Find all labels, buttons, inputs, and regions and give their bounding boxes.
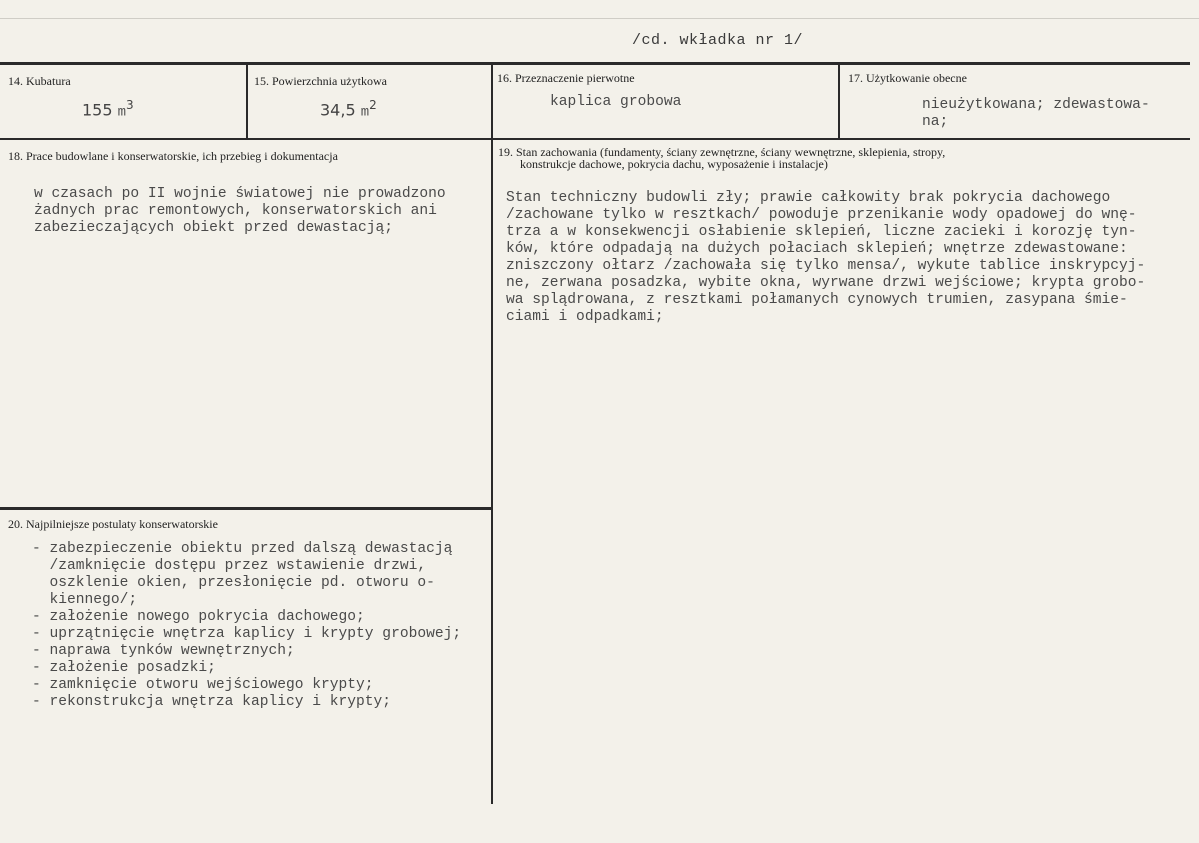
stan-line-5: zniszczony ołtarz /zachowała się tylko mensa/, wykute tablice inskrypcyj- [506,258,1146,274]
stan-line-6: ne, zerwana posadzka, wybite okna, wyrwane drzwi wejściowe; krypta grobo- [506,275,1146,291]
postulaty-line-1: - zabezpieczenie obiektu przed dalszą dewastacją [32,541,453,557]
prace-label: 18. Prace budowlane i konserwatorskie, ich przebieg i dokumentacja [8,149,338,163]
stan-line-8: ciami i odpadkami; [506,309,664,325]
top-fold-line [0,18,1199,19]
powierzchnia-unit: m [360,104,370,121]
kubatura-unit: m [117,104,127,121]
przeznaczenie-label: 16. Przeznaczenie pierwotne [497,71,635,85]
stan-label-line-1: 19. Stan zachowania (fundamenty, ściany zewnętrzne, ściany wewnętrzne, sklepienia, stropy, [498,145,946,159]
divider-16-17 [838,64,840,139]
prace-line-3: zabezieczających obiekt przed dewastacją; [34,220,394,236]
kubatura-exp: 3 [126,98,134,112]
prace-line-2: żadnych prac remontowych, konserwatorskich ani [34,203,437,219]
powierzchnia-label: 15. Powierzchnia użytkowa [254,74,387,88]
postulaty-line-7: - naprawa tynków wewnętrznych; [32,643,295,659]
postulaty-line-6: - uprzątnięcie wnętrza kaplicy i krypty grobowej; [32,626,462,642]
postulaty-line-2: /zamknięcie dostępu przez wstawienie drzwi, [32,558,427,574]
uzytkowanie-label: 17. Użytkowanie obecne [848,71,967,85]
divider-main [491,64,493,804]
stan-line-1: Stan techniczny budowli zły; prawie całkowity brak pokrycia dachowego [506,190,1111,206]
stan-line-3: trza a w konsekwencji osłabienie sklepień, liczne zacieki i korozję tyn- [506,224,1137,240]
kubatura-label: 14. Kubatura [8,74,71,88]
postulaty-line-9: - zamknięcie otworu wejściowego krypty; [32,677,374,693]
stan-line-2: /zachowane tylko w resztkach/ powoduje przenikanie wody opadowej do wnę- [506,207,1137,223]
kubatura-value [82,98,134,120]
powierzchnia-number: 34,5 [320,100,356,120]
postulaty-label: 20. Najpilniejsze postulaty konserwatorskie [8,517,218,531]
continuation-note: /cd. wkładka nr 1/ [632,32,804,49]
top-rule [0,62,1190,65]
postulaty-line-10: - rekonstrukcja wnętrza kaplicy i krypty; [32,694,392,710]
powierzchnia-value [320,98,377,120]
postulaty-line-8: - założenie posadzki; [32,660,216,676]
row1-bottom-rule [0,138,1190,140]
stan-line-4: ków, które odpadają na dużych połaciach sklepień; wnętrze zdewastowane: [506,241,1128,257]
stan-line-7: wa splądrowana, z resztkami połamanych cynowych trumien, zasypana śmie- [506,292,1128,308]
postulaty-line-5: - założenie nowego pokrycia dachowego; [32,609,365,625]
uzytkowanie-line-1: nieużytkowana; zdewastowa- [922,97,1150,113]
postulaty-line-4: kiennego/; [32,592,138,608]
postulaty-line-3: oszklenie okien, przesłonięcie pd. otworu o- [32,575,435,591]
divider-14-15 [246,64,248,139]
uzytkowanie-line-2: na; [922,114,949,130]
przeznaczenie-value: kaplica grobowa [550,94,682,110]
powierzchnia-exp: 2 [369,98,377,112]
prace-line-1: w czasach po II wojnie światowej nie prowadzono [34,186,446,202]
section20-top-rule [0,507,492,510]
stan-label-line-2: konstrukcje dachowe, pokrycia dachu, wyposażenie i instalacje) [520,157,828,171]
kubatura-number: 155 [82,100,113,120]
